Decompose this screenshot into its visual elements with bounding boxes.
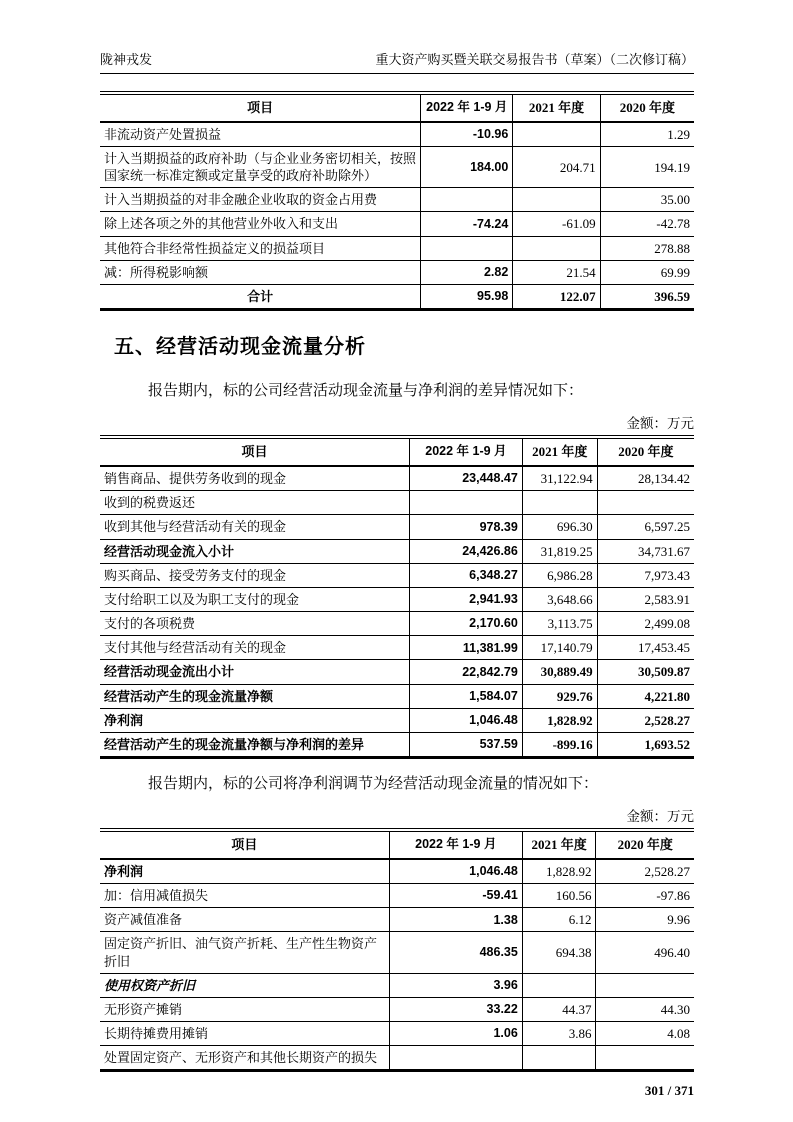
table-header-row <box>100 93 694 122</box>
column-header: 项目 <box>100 830 389 859</box>
value-cell: 2,528.27 <box>596 859 694 884</box>
table-row <box>100 587 694 611</box>
table-row <box>100 466 694 491</box>
value-cell: 44.30 <box>596 997 694 1021</box>
table-row <box>100 539 694 563</box>
table-row <box>100 932 694 973</box>
table-row <box>100 732 694 757</box>
value-cell: 696.30 <box>522 515 597 539</box>
table-header-row <box>100 437 694 466</box>
table-row <box>100 612 694 636</box>
column-header: 2022 年 1-9 月 <box>389 830 522 859</box>
table-row <box>100 212 694 236</box>
row-label: 其他符合非经常性损益定义的损益项目 <box>100 236 421 260</box>
row-label: 支付其他与经营活动有关的现金 <box>100 636 409 660</box>
column-header: 项目 <box>100 437 409 466</box>
value-cell: 978.39 <box>409 515 522 539</box>
table-row <box>100 122 694 147</box>
value-cell: 11,381.99 <box>409 636 522 660</box>
paragraph-cashflow-diff: 报告期内，标的公司经营活动现金流量与净利润的差异情况如下： <box>148 383 584 400</box>
value-cell: 35.00 <box>600 188 694 212</box>
row-label: 经营活动现金流入小计 <box>100 539 409 563</box>
column-header: 2020 年度 <box>600 93 694 122</box>
row-label: 净利润 <box>100 859 389 884</box>
value-cell: 194.19 <box>600 147 694 188</box>
value-cell: 6,986.28 <box>522 563 597 587</box>
paragraph-adjustment: 报告期内，标的公司将净利润调节为经营活动现金流量的情况如下： <box>148 775 599 792</box>
value-cell: 278.88 <box>600 236 694 260</box>
row-label: 经营活动现金流出小计 <box>100 660 409 684</box>
value-cell: 23,448.47 <box>409 466 522 491</box>
table-row <box>100 515 694 539</box>
value-cell: 2,583.91 <box>597 587 694 611</box>
value-cell: 33.22 <box>389 997 522 1021</box>
row-label: 购买商品、接受劳务支付的现金 <box>100 563 409 587</box>
value-cell: 31,122.94 <box>522 466 597 491</box>
row-label: 长期待摊费用摊销 <box>100 1022 389 1046</box>
value-cell: 1.38 <box>389 908 522 932</box>
row-label: 经营活动产生的现金流量净额 <box>100 684 409 708</box>
row-label: 固定资产折旧、油气资产折耗、生产性生物资产折旧 <box>100 932 389 973</box>
row-label: 支付给职工以及为职工支付的现金 <box>100 587 409 611</box>
table-row <box>100 188 694 212</box>
value-cell: 30,509.87 <box>597 660 694 684</box>
table-row <box>100 636 694 660</box>
row-label: 加：信用减值损失 <box>100 884 389 908</box>
table-row <box>100 260 694 284</box>
value-cell: 1,693.52 <box>597 732 694 757</box>
value-cell: 396.59 <box>600 284 694 309</box>
table-row <box>100 660 694 684</box>
value-cell: 17,140.79 <box>522 636 597 660</box>
value-cell: -61.09 <box>513 212 600 236</box>
value-cell: 3.86 <box>522 1022 596 1046</box>
row-label: 支付的各项税费 <box>100 612 409 636</box>
table-row <box>100 997 694 1021</box>
value-cell <box>522 491 597 515</box>
value-cell: -59.41 <box>389 884 522 908</box>
value-cell: 2,499.08 <box>597 612 694 636</box>
table-row <box>100 284 694 309</box>
table-header-row <box>100 830 694 859</box>
row-label: 收到其他与经营活动有关的现金 <box>100 515 409 539</box>
value-cell: 2,528.27 <box>597 708 694 732</box>
column-header: 2021 年度 <box>513 93 600 122</box>
value-cell: 1,828.92 <box>522 708 597 732</box>
value-cell: 6.12 <box>522 908 596 932</box>
value-cell: 929.76 <box>522 684 597 708</box>
value-cell <box>513 122 600 147</box>
unit-label-1: 金额：万元 <box>626 415 694 431</box>
value-cell: 496.40 <box>596 932 694 973</box>
value-cell: -10.96 <box>421 122 513 147</box>
page-number: 301 / 371 <box>644 1083 694 1099</box>
row-label: 经营活动产生的现金流量净额与净利润的差异 <box>100 732 409 757</box>
column-header: 2020 年度 <box>596 830 694 859</box>
section-heading: 五、经营活动现金流量分析 <box>114 336 366 359</box>
row-label: 非流动资产处置损益 <box>100 122 421 147</box>
table-row <box>100 859 694 884</box>
value-cell: 1.06 <box>389 1022 522 1046</box>
table-row <box>100 973 694 997</box>
value-cell: 34,731.67 <box>597 539 694 563</box>
table-row <box>100 684 694 708</box>
row-label: 除上述各项之外的其他营业外收入和支出 <box>100 212 421 236</box>
value-cell: 537.59 <box>409 732 522 757</box>
value-cell: -899.16 <box>522 732 597 757</box>
row-label: 收到的税费返还 <box>100 491 409 515</box>
value-cell: 1,584.07 <box>409 684 522 708</box>
row-label: 合计 <box>100 284 421 309</box>
unit-label-2: 金额：万元 <box>626 808 694 824</box>
table-row <box>100 1046 694 1071</box>
value-cell: 2,170.60 <box>409 612 522 636</box>
non-recurring-items-table <box>100 91 694 312</box>
value-cell: -74.24 <box>421 212 513 236</box>
column-header: 2022 年 1-9 月 <box>409 437 522 466</box>
value-cell: 1,828.92 <box>522 859 596 884</box>
value-cell: 3.96 <box>389 973 522 997</box>
row-label: 使用权资产折旧 <box>100 973 389 997</box>
value-cell: 22,842.79 <box>409 660 522 684</box>
running-head <box>100 52 694 74</box>
table-row <box>100 147 694 188</box>
row-label: 处置固定资产、无形资产和其他长期资产的损失 <box>100 1046 389 1071</box>
value-cell: 2.82 <box>421 260 513 284</box>
value-cell: 2,941.93 <box>409 587 522 611</box>
value-cell <box>597 491 694 515</box>
table-row <box>100 563 694 587</box>
value-cell: 6,597.25 <box>597 515 694 539</box>
value-cell: 122.07 <box>513 284 600 309</box>
value-cell <box>596 1046 694 1071</box>
value-cell: 21.54 <box>513 260 600 284</box>
row-label: 销售商品、提供劳务收到的现金 <box>100 466 409 491</box>
value-cell <box>596 973 694 997</box>
value-cell: 6,348.27 <box>409 563 522 587</box>
row-label: 减：所得税影响额 <box>100 260 421 284</box>
value-cell: 24,426.86 <box>409 539 522 563</box>
table-row <box>100 708 694 732</box>
value-cell <box>522 1046 596 1071</box>
value-cell: 694.38 <box>522 932 596 973</box>
column-header: 2022 年 1-9 月 <box>421 93 513 122</box>
table-row <box>100 908 694 932</box>
value-cell: 4.08 <box>596 1022 694 1046</box>
value-cell: 30,889.49 <box>522 660 597 684</box>
value-cell: 1,046.48 <box>389 859 522 884</box>
value-cell <box>513 236 600 260</box>
value-cell: 204.71 <box>513 147 600 188</box>
value-cell: 28,134.42 <box>597 466 694 491</box>
value-cell: 1.29 <box>600 122 694 147</box>
non-recurring-items-table-wrap <box>100 91 694 312</box>
row-label: 计入当期损益的对非金融企业收取的资金占用费 <box>100 188 421 212</box>
column-header: 2021 年度 <box>522 437 597 466</box>
value-cell: 95.98 <box>421 284 513 309</box>
row-label: 计入当期损益的政府补助（与企业业务密切相关，按照国家统一标准定额或定量享受的政府补助除外） <box>100 147 421 188</box>
table-row <box>100 491 694 515</box>
value-cell: 44.37 <box>522 997 596 1021</box>
value-cell: 1,046.48 <box>409 708 522 732</box>
value-cell <box>409 491 522 515</box>
value-cell: 184.00 <box>421 147 513 188</box>
table-row <box>100 884 694 908</box>
table-row <box>100 1022 694 1046</box>
column-header: 2020 年度 <box>597 437 694 466</box>
value-cell <box>421 188 513 212</box>
value-cell: 31,819.25 <box>522 539 597 563</box>
value-cell: 3,648.66 <box>522 587 597 611</box>
value-cell <box>389 1046 522 1071</box>
table-row <box>100 236 694 260</box>
row-label: 无形资产摊销 <box>100 997 389 1021</box>
value-cell: 486.35 <box>389 932 522 973</box>
value-cell: 69.99 <box>600 260 694 284</box>
running-head-company: 陇神戎发 <box>100 52 153 67</box>
value-cell: 17,453.45 <box>597 636 694 660</box>
running-head-title: 重大资产购买暨关联交易报告书（草案）（二次修订稿） <box>375 52 694 67</box>
row-label: 净利润 <box>100 708 409 732</box>
row-label: 资产减值准备 <box>100 908 389 932</box>
value-cell: -97.86 <box>596 884 694 908</box>
value-cell: -42.78 <box>600 212 694 236</box>
value-cell <box>513 188 600 212</box>
value-cell <box>522 973 596 997</box>
netprofit-adjustment-table <box>100 828 694 1073</box>
value-cell: 3,113.75 <box>522 612 597 636</box>
value-cell <box>421 236 513 260</box>
column-header: 2021 年度 <box>522 830 596 859</box>
cashflow-vs-netprofit-table <box>100 435 694 759</box>
value-cell: 4,221.80 <box>597 684 694 708</box>
column-header: 项目 <box>100 93 421 122</box>
value-cell: 9.96 <box>596 908 694 932</box>
value-cell: 160.56 <box>522 884 596 908</box>
value-cell: 7,973.43 <box>597 563 694 587</box>
